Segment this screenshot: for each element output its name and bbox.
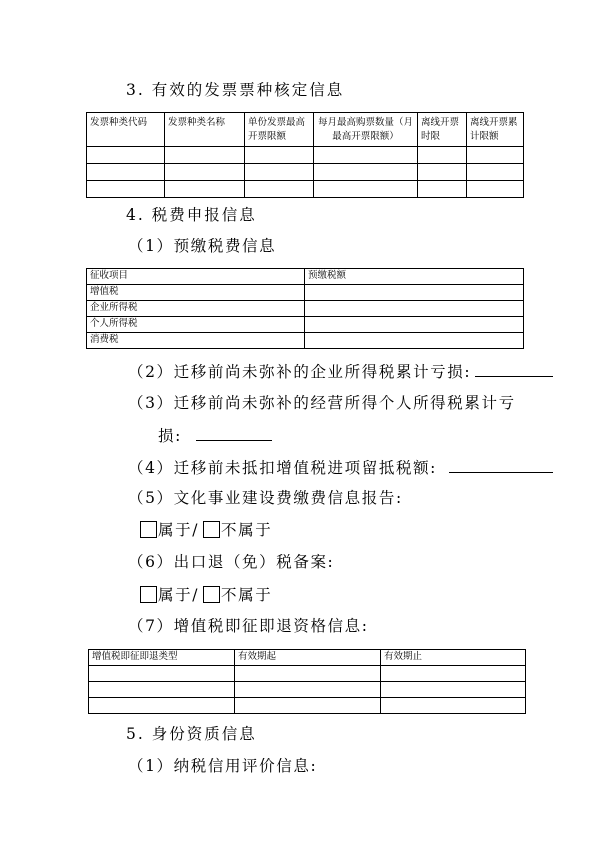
tax-item-vat: 增值税: [87, 285, 305, 301]
section-3-heading: 3. 有效的发票票种核定信息: [126, 81, 345, 99]
table-row: [87, 147, 524, 164]
table-row: [87, 164, 524, 181]
header-invoice-name: 发票种类名称: [165, 113, 245, 147]
tax-item-consumption: 消费税: [87, 333, 305, 349]
culture-fee-label: （5）文化事业建设费缴费信息报告:: [128, 489, 403, 507]
culture-fee-no-checkbox[interactable]: [203, 521, 220, 538]
tax-item-corporate: 企业所得税: [87, 301, 305, 317]
export-rebate-label: （6）出口退（免）税备案:: [128, 553, 335, 571]
culture-fee-yes-checkbox[interactable]: [140, 521, 157, 538]
personal-loss-label: （3）迁移前尚未弥补的经营所得个人所得税累计亏: [128, 394, 516, 412]
export-rebate-yes-label: 属于/: [158, 586, 200, 604]
table-header-row: [87, 269, 524, 285]
table-row: [87, 285, 524, 301]
vat-credit-label: （4）迁移前未抵扣增值税进项留抵税额:: [128, 459, 437, 477]
tax-item-personal: 个人所得税: [87, 317, 305, 333]
header-tax-item: 征收项目: [87, 269, 305, 285]
export-rebate-yes-checkbox[interactable]: [140, 586, 157, 603]
header-offline-total: 离线开票累计限额: [467, 113, 524, 147]
export-rebate-no-label: 不属于: [221, 586, 273, 604]
personal-loss-line2: [158, 424, 272, 446]
table-row: [89, 682, 526, 698]
culture-fee-options: [140, 518, 272, 540]
section-5-heading: 5. 身份资质信息: [126, 725, 257, 743]
header-valid-to: 有效期止: [381, 650, 526, 666]
table-row: [87, 181, 524, 198]
section-4-heading: 4. 税费申报信息: [126, 206, 257, 224]
header-invoice-code: 发票种类代码: [87, 113, 165, 147]
header-monthly-quantity: 每月最高购票数量（月最高开票限额）: [314, 113, 418, 147]
header-offline-time: 离线开票时限: [418, 113, 467, 147]
corporate-loss-blank[interactable]: [475, 375, 553, 377]
header-valid-from: 有效期起: [235, 650, 381, 666]
personal-loss-blank[interactable]: [196, 439, 272, 441]
vat-refund-label: （7）增值税即征即退资格信息:: [128, 617, 369, 635]
corporate-loss-label: （2）迁移前尚未弥补的企业所得税累计亏损:: [128, 363, 472, 381]
table-row: [87, 301, 524, 317]
vat-credit-line: [128, 456, 553, 478]
table-row: [87, 333, 524, 349]
credit-rating-label: （1）纳税信用评价信息:: [128, 757, 318, 775]
prepaid-tax-label: （1）预缴税费信息: [128, 237, 277, 255]
vat-credit-blank[interactable]: [449, 471, 553, 473]
corporate-loss-line: [128, 360, 553, 382]
culture-fee-no-label: 不属于: [221, 521, 273, 539]
personal-loss-label-cont: 损:: [158, 427, 182, 445]
table-row: [87, 317, 524, 333]
export-rebate-no-checkbox[interactable]: [203, 586, 220, 603]
header-single-limit: 单份发票最高开票限额: [245, 113, 314, 147]
table-header-row: [89, 650, 526, 666]
vat-refund-table: [88, 649, 526, 714]
prepaid-tax-table: [86, 268, 524, 349]
table-row: [89, 698, 526, 714]
table-header-row: [87, 113, 524, 147]
table-row: [89, 666, 526, 682]
header-refund-type: 增值税即征即退类型: [89, 650, 235, 666]
culture-fee-yes-label: 属于/: [158, 521, 200, 539]
invoice-type-table: [86, 112, 524, 198]
export-rebate-options: [140, 583, 272, 605]
header-prepaid-amount: 预缴税额: [305, 269, 524, 285]
